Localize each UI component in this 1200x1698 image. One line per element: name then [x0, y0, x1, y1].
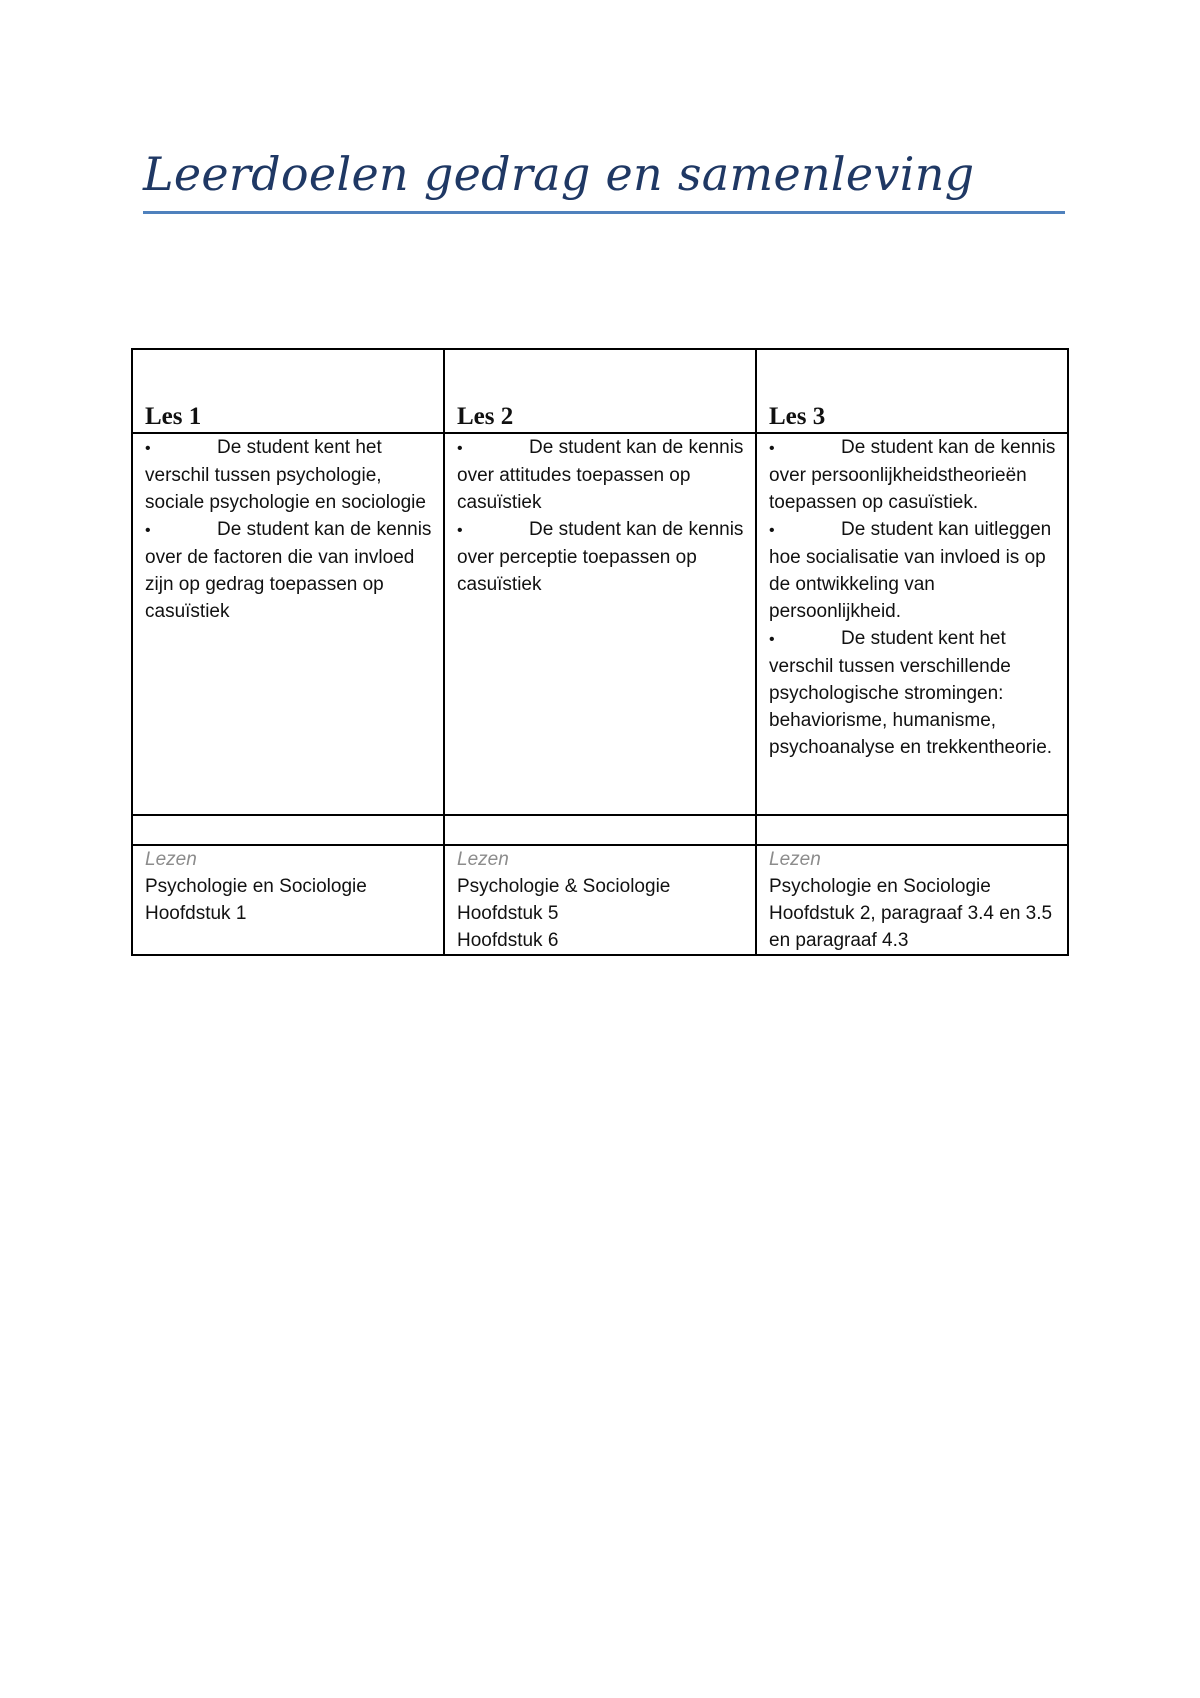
goal-text: De student kan de kennis over attitudes toepassen op casuïstiek: [457, 437, 744, 513]
reading-cell: [444, 845, 756, 955]
reading-label: Lezen: [145, 849, 197, 870]
lesson-title: Les 3: [769, 403, 826, 430]
goals-cell: [756, 433, 1068, 815]
bullet-icon: •: [145, 440, 151, 457]
goal-item: [769, 434, 1059, 516]
title-underline: [143, 211, 1065, 214]
reading-line: Psychologie en Sociologie: [145, 876, 367, 897]
goal-text: De student kan de kennis over perceptie toepassen op casuïstiek: [457, 519, 744, 595]
empty-cell: [132, 815, 444, 845]
goal-item: [145, 516, 435, 625]
reading-line: Hoofdstuk 1: [145, 903, 247, 924]
lesson-header-cell: [444, 349, 756, 433]
reading-row: [132, 845, 1068, 955]
goal-item: [457, 516, 747, 598]
goals-cell: [132, 433, 444, 815]
goal-text: De student kan de kennis over persoonlijkheidstheorieën toepassen op casuïstiek.: [769, 437, 1056, 513]
bullet-icon: •: [769, 631, 775, 648]
lesson-header-cell: [132, 349, 444, 433]
goal-item: [457, 434, 747, 516]
bullet-icon: •: [769, 440, 775, 457]
bullet-icon: •: [145, 522, 151, 539]
lesson-title: Les 1: [145, 403, 202, 430]
reading-cell: [132, 845, 444, 955]
goal-item: [145, 434, 435, 516]
goals-row: [132, 433, 1068, 815]
goal-item: [769, 625, 1059, 761]
goal-text: De student kan de kennis over de factoren die van invloed zijn op gedrag toepassen op casuïstiek: [145, 519, 432, 622]
lesson-header-row: [132, 349, 1068, 433]
goal-text: De student kent het verschil tussen verschillende psychologische stromingen: behaviorisme, humanisme, psychoanalyse en trekkentheorie.: [769, 628, 1053, 758]
page-title: Leerdoelen gedrag en samenleving: [143, 147, 975, 201]
reading-line: Hoofdstuk 6: [457, 930, 559, 951]
bullet-icon: •: [457, 522, 463, 539]
reading-label: Lezen: [769, 849, 821, 870]
goal-text: De student kan uitleggen hoe socialisatie van invloed is op de ontwikkeling van persoonlijkheid.: [769, 519, 1052, 622]
empty-cell: [756, 815, 1068, 845]
lesson-header-cell: [756, 349, 1068, 433]
bullet-icon: •: [769, 522, 775, 539]
goals-cell: [444, 433, 756, 815]
empty-cell: [444, 815, 756, 845]
reading-line: Psychologie en Sociologie: [769, 876, 991, 897]
bullet-icon: •: [457, 440, 463, 457]
learning-goals-table: [131, 348, 1069, 956]
spacer-row: [132, 815, 1068, 845]
reading-line: Hoofdstuk 5: [457, 903, 559, 924]
reading-line: Psychologie & Sociologie: [457, 876, 671, 897]
goal-text: De student kent het verschil tussen psychologie, sociale psychologie en sociologie: [145, 437, 426, 513]
lesson-title: Les 2: [457, 403, 514, 430]
reading-line: Hoofdstuk 2, paragraaf 3.4 en 3.5 en paragraaf 4.3: [769, 903, 1053, 951]
reading-cell: [756, 845, 1068, 955]
reading-label: Lezen: [457, 849, 509, 870]
goal-item: [769, 516, 1059, 625]
